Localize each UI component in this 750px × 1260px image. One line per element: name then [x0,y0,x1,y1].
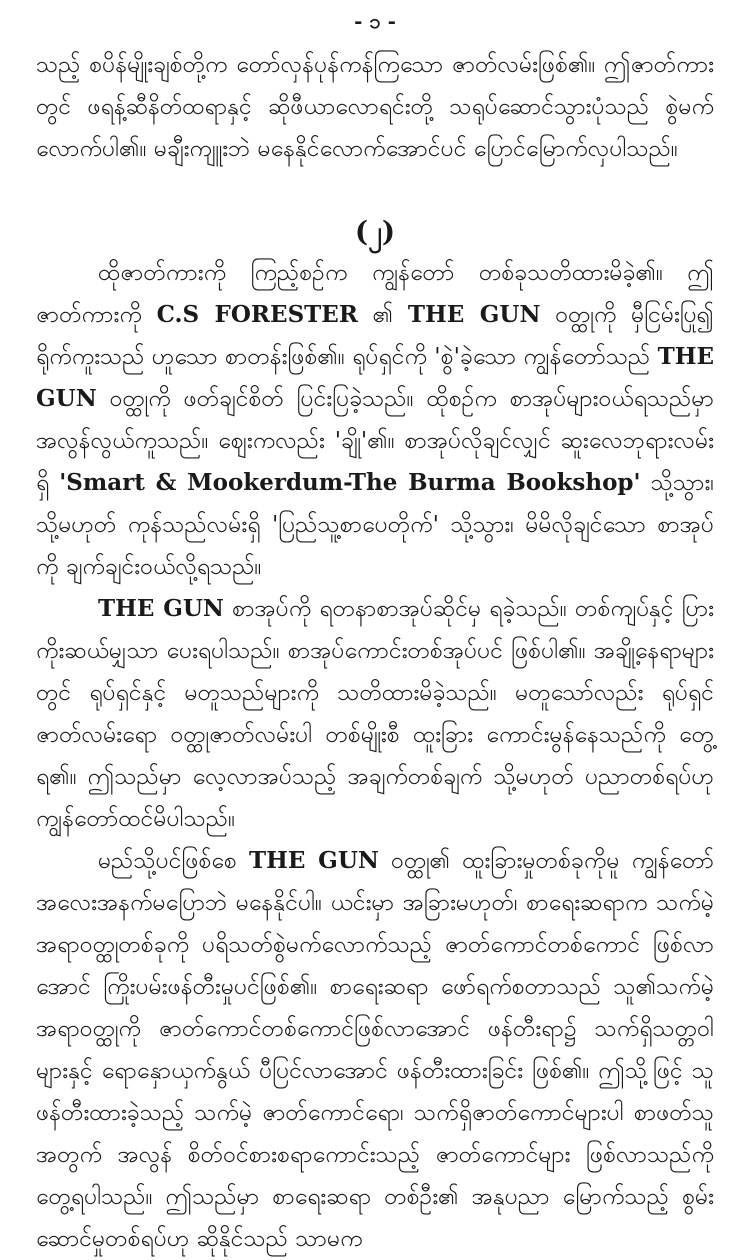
paragraph-2-text-e: ဝတ္ထုကို မှီငြမ်းပြု၍ ရိုက်ကူးသည် ဟူသော စာတန်းဖြစ်၏။ ရုပ်ရှင်ကို 'စွဲ'ခဲ့သော ကျွန်တော်သည် [36,302,715,370]
paragraph-3-text-b: စာအုပ်ကို ရတနာစာအုပ်ဆိုင်မှ ရခဲ့သည်။ တစ်ကျပ်နှင့် ပြားကိုးဆယ်မျှသာ ပေးရပါသည်။ စာအုပ်ကောင်းတစ်အုပ်ပင် ဖြစ်ပါ၏။ အချို့နေရာများတွင် ရုပ်ရှင်နှင့် မတူသည်များကို သတိထားမိခဲ့သည်။ မတူသော်လည်း ရုပ်ရှင်ဇာတ်လမ်းရော ဝတ္ထုဇာတ်လမ်းပါ တစ်မျိုးစီ ထူးခြား ကောင်းမွန်နေသည်ကို တွေ့ရ၏။ ဤသည်မှာ လေ့လာအပ်သည့် အချက်တစ်ချက် သို့မဟုတ် ပညာတစ်ရပ်ဟု ကျွန်တော်ထင်မိပါသည်။ [36,596,715,832]
section-number: (၂) [354,215,396,248]
paragraph-2-text-c: ၏ [357,302,408,328]
book-title: THE GUN [36,343,714,412]
paragraph-2 [36,252,714,588]
book-title: THE GUN [98,595,224,622]
paragraph-1: သည့် စပိန်မျိုးချစ်တို့က တော်လှန်ပုန်ကန်ကြသော ဇာတ်လမ်းဖြစ်၏။ ဤဇာတ်ကားတွင် ဖရန့်ဆီနိတ်ထရာနှင့် ဆိုဖီယာလောရင်းတို့ သရုပ်ဆောင်သွားပုံသည် စွဲမက်လောက်ပါ၏။ မချီးကျူးဘဲ မနေနိုင်လောက်အောင်ပင် ပြောင်မြောက်လှပါသည်။ [36,52,714,162]
author-name: C.S FORESTER [156,301,358,328]
book-title: THE GUN [248,847,379,874]
bookshop-name: 'Smart & Mookerdum-The Burma Bookshop' [59,469,641,496]
paragraph-4-text-c: ဝတ္ထု၏ ထူးခြားမှုတစ်ခုကိုမူ ကျွန်တော် အလေးအနက်မပြောဘဲ မနေနိုင်ပါ။ ယင်းမှာ အခြားမဟုတ်၊ စာရေးဆရာက သက်မဲ့ အရာဝတ္ထုတစ်ခုကို ပရိသတ်စွဲမက်လောက်သည့် ဇာတ်ကောင်တစ်ကောင် ဖြစ်လာအောင် ကြိုးပမ်းဖန်တီးမှုပင်ဖြစ်၏။ စာရေးဆရာ ဖော်ရက်စတာသည် သူ၏သက်မဲ့အရာဝတ္ထုကို ဇာတ်ကောင်တစ်ကောင်ဖြစ်လာအောင် ဖန်တီးရာ၌ သက်ရှိသတ္တဝါများနှင့် ရောနှောယှက်နွယ် ပီပြင်လာအောင် ဖန်တီးထားခြင်း ဖြစ်၏။ ဤသို့ဖြင့် သူဖန်တီးထားခဲ့သည့် သက်မဲ့ ဇာတ်ကောင်ရော၊ သက်ရှိဇာတ်ကောင်များပါ စာဖတ်သူအတွက် အလွန် စိတ်ဝင်စားစရာကောင်းသည့် ဇာတ်ကောင်များ ဖြစ်လာသည်ကို တွေ့ရပါသည်။ ဤသည်မှာ စာရေးဆရာ တစ်ဦး၏ အနုပညာ မြောက်သည့် စွမ်းဆောင်မှုတစ်ရပ်ဟု ဆိုနိုင်သည် သာမက [36,848,714,1252]
paragraph-2-text-i: သို့သွား၊ သို့မဟုတ် ကုန်သည်လမ်းရှိ 'ပြည်သူ့စာပေတိုက်' သို့သွား၊ မိမိလိုချင်သော စာအုပ်ကို ချက်ချင်းဝယ်လို့ရသည်။ [36,470,714,580]
book-title: THE GUN [407,301,541,328]
paragraph-4-text-a: မည်သို့ပင်ဖြစ်စေ [98,848,249,874]
paragraph-3 [36,588,714,840]
paragraph-4 [36,840,714,1260]
paragraph-2-text-g: ဝတ္ထုကို ဖတ်ချင်စိတ် ပြင်းပြခဲ့သည်။ ထိုစဉ်က စာအုပ်များဝယ်ရသည်မှာ အလွန်လွယ်ကူသည်။ ဈေးကလည်း 'ချို'၏။ စာအုပ်လိုချင်လျှင် ဆူးလေဘုရားလမ်းရှိ [36,386,714,496]
paragraph-2-text-a: ထိုဇာတ်ကားကို ကြည့်စဉ်က ကျွန်တော် တစ်ခုသတိထားမိခဲ့၏။ ဤဇာတ်ကားကို [36,260,714,328]
page-number: - ၁ - [354,9,396,33]
